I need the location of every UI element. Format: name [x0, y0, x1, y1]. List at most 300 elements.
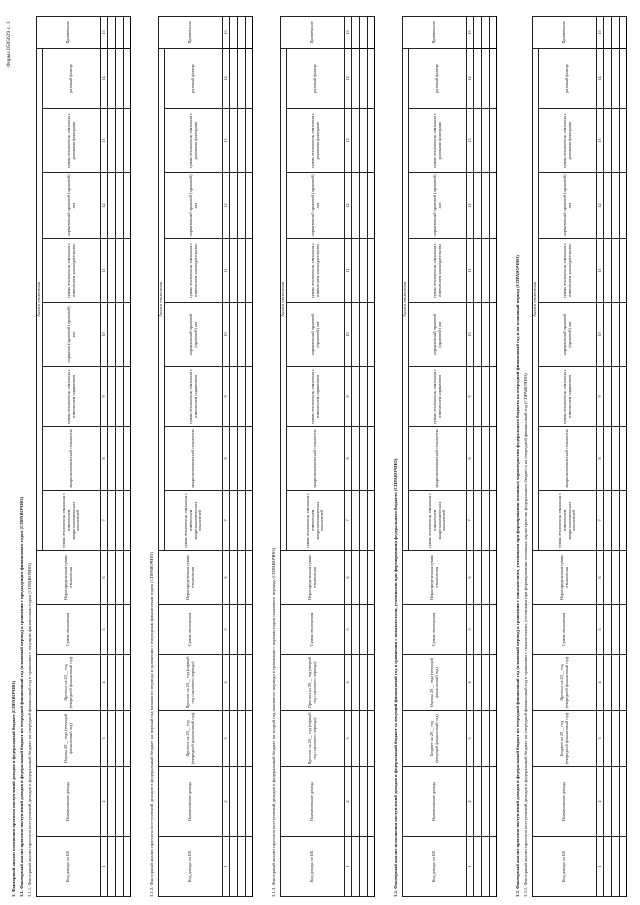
column-number: 7	[345, 491, 352, 551]
empty-cell[interactable]	[230, 551, 238, 605]
empty-cell[interactable]	[612, 605, 620, 655]
table-title: 3.2. Факторный анализ исполнения поступлений доходов в федеральный бюджет за текущий финансовый год в сравнении с показателями, учтенными при формировании федерального бюджета (СПРАВОЧНО)	[393, 458, 398, 897]
empty-cell[interactable]	[482, 605, 490, 655]
empty-cell[interactable]	[490, 239, 497, 303]
empty-cell[interactable]	[474, 491, 482, 551]
empty-cell[interactable]	[116, 303, 124, 367]
column-header: Нераспределенная сумма отклонения	[281, 551, 345, 605]
empty-cell[interactable]	[620, 837, 627, 897]
empty-cell[interactable]	[238, 173, 246, 239]
empty-cell[interactable]	[612, 551, 620, 605]
empty-cell[interactable]	[238, 48, 246, 108]
empty-cell[interactable]	[124, 16, 131, 48]
empty-cell[interactable]	[108, 109, 116, 173]
column-number: 12	[345, 173, 352, 239]
empty-cell[interactable]	[620, 109, 627, 173]
empty-cell[interactable]	[620, 655, 627, 711]
empty-cell[interactable]	[490, 173, 497, 239]
empty-cell[interactable]	[360, 655, 368, 711]
empty-cell[interactable]	[474, 551, 482, 605]
empty-cell[interactable]	[246, 48, 253, 108]
empty-cell[interactable]	[124, 551, 131, 605]
empty-cell[interactable]	[116, 551, 124, 605]
empty-cell[interactable]	[124, 711, 131, 767]
empty-cell[interactable]	[246, 767, 253, 837]
empty-cell[interactable]	[490, 367, 497, 427]
empty-cell[interactable]	[368, 711, 375, 767]
empty-cell[interactable]	[352, 767, 360, 837]
empty-cell[interactable]	[474, 767, 482, 837]
empty-cell[interactable]	[604, 427, 612, 491]
empty-cell[interactable]	[482, 239, 490, 303]
empty-cell[interactable]	[482, 109, 490, 173]
column-number: 8	[597, 427, 604, 491]
empty-cell[interactable]	[368, 48, 375, 108]
empty-cell[interactable]	[474, 655, 482, 711]
empty-cell[interactable]	[490, 551, 497, 605]
empty-cell[interactable]	[360, 711, 368, 767]
column-number: 7	[467, 491, 474, 551]
empty-cell[interactable]	[368, 767, 375, 837]
column-header: Сумма отклонения	[533, 605, 597, 655]
empty-cell[interactable]	[116, 16, 124, 48]
empty-cell[interactable]	[620, 239, 627, 303]
column-number: 2	[223, 767, 230, 837]
empty-cell[interactable]	[246, 239, 253, 303]
empty-cell[interactable]	[620, 711, 627, 767]
empty-cell[interactable]	[612, 173, 620, 239]
column-number: 13	[223, 109, 230, 173]
empty-cell[interactable]	[620, 367, 627, 427]
empty-cell[interactable]	[482, 48, 490, 108]
column-number: 6	[467, 551, 474, 605]
empty-cell[interactable]	[116, 48, 124, 108]
empty-cell[interactable]	[490, 711, 497, 767]
empty-cell[interactable]	[474, 16, 482, 48]
empty-cell[interactable]	[246, 837, 253, 897]
empty-cell[interactable]	[352, 427, 360, 491]
empty-cell[interactable]	[620, 303, 627, 367]
empty-cell[interactable]	[482, 173, 490, 239]
column-number: 9	[597, 367, 604, 427]
empty-cell[interactable]	[612, 427, 620, 491]
empty-cell[interactable]	[108, 48, 116, 108]
empty-cell[interactable]	[124, 767, 131, 837]
empty-cell[interactable]	[124, 605, 131, 655]
empty-cell[interactable]	[620, 551, 627, 605]
empty-cell[interactable]	[604, 837, 612, 897]
empty-cell[interactable]	[246, 427, 253, 491]
column-header: сумма отклонения, связанная с изменением макроэкономических показателей	[539, 491, 597, 551]
empty-cell[interactable]	[368, 655, 375, 711]
empty-cell[interactable]	[238, 239, 246, 303]
empty-cell[interactable]	[230, 303, 238, 367]
group-header: Анализ отклонения	[403, 48, 409, 550]
empty-cell[interactable]	[108, 837, 116, 897]
empty-cell[interactable]	[482, 427, 490, 491]
analysis-table	[158, 16, 253, 897]
empty-cell[interactable]	[238, 491, 246, 551]
empty-cell[interactable]	[612, 367, 620, 427]
column-header: Наименование дохода	[403, 767, 467, 837]
empty-cell[interactable]	[246, 173, 253, 239]
column-header: Оценка 20__ года (текущий финансовый год)	[403, 655, 467, 711]
empty-cell[interactable]	[108, 605, 116, 655]
empty-cell[interactable]	[238, 109, 246, 173]
empty-cell[interactable]	[474, 605, 482, 655]
empty-cell[interactable]	[604, 16, 612, 48]
empty-cell[interactable]	[108, 173, 116, 239]
empty-cell[interactable]	[246, 711, 253, 767]
column-number: 12	[467, 173, 474, 239]
empty-cell[interactable]	[116, 367, 124, 427]
column-header: Прогноз на 20__ год (первый год планового периода)	[159, 655, 223, 711]
empty-cell[interactable]	[238, 655, 246, 711]
column-header: Наименование дохода	[281, 767, 345, 837]
analysis-table	[532, 16, 627, 897]
empty-cell[interactable]	[352, 655, 360, 711]
column-header: Нераспределенная сумма отклонения	[403, 551, 467, 605]
empty-cell[interactable]	[116, 239, 124, 303]
empty-cell[interactable]	[490, 303, 497, 367]
empty-cell[interactable]	[620, 767, 627, 837]
empty-cell[interactable]	[612, 109, 620, 173]
empty-cell[interactable]	[108, 16, 116, 48]
empty-cell[interactable]	[230, 605, 238, 655]
column-header: сумма отклонения, связанная с изменением нормативов	[43, 367, 101, 427]
empty-cell[interactable]	[124, 239, 131, 303]
column-number: 13	[597, 109, 604, 173]
empty-cell[interactable]	[246, 551, 253, 605]
empty-cell[interactable]	[360, 491, 368, 551]
column-number: 10	[467, 303, 474, 367]
empty-cell[interactable]	[116, 491, 124, 551]
empty-cell[interactable]	[352, 173, 360, 239]
empty-cell[interactable]	[604, 367, 612, 427]
empty-cell[interactable]	[490, 109, 497, 173]
empty-cell[interactable]	[612, 655, 620, 711]
empty-cell[interactable]	[474, 239, 482, 303]
column-header: сумма отклонения, связанная с разовыми факторами	[165, 109, 223, 173]
column-header: Наименование дохода	[37, 767, 101, 837]
empty-cell[interactable]	[108, 367, 116, 427]
empty-cell[interactable]	[108, 767, 116, 837]
empty-cell[interactable]	[482, 16, 490, 48]
empty-cell[interactable]	[360, 837, 368, 897]
empty-cell[interactable]	[368, 303, 375, 367]
column-header: сумма отклонения, связанная с изменением законодательства	[165, 239, 223, 303]
column-number: 4	[101, 655, 108, 711]
empty-cell[interactable]	[604, 173, 612, 239]
empty-cell[interactable]	[238, 367, 246, 427]
column-number: 10	[223, 303, 230, 367]
empty-cell[interactable]	[116, 767, 124, 837]
empty-cell[interactable]	[230, 109, 238, 173]
empty-cell[interactable]	[620, 48, 627, 108]
empty-cell[interactable]	[474, 109, 482, 173]
empty-cell[interactable]	[124, 303, 131, 367]
empty-cell[interactable]	[352, 303, 360, 367]
column-header: сумма отклонения, связанная с изменением макроэкономических показателей	[409, 491, 467, 551]
column-number: 8	[223, 427, 230, 491]
empty-cell[interactable]	[604, 655, 612, 711]
empty-cell[interactable]	[482, 711, 490, 767]
empty-cell[interactable]	[246, 109, 253, 173]
column-number: 4	[345, 655, 352, 711]
empty-cell[interactable]	[108, 711, 116, 767]
empty-cell[interactable]	[116, 427, 124, 491]
empty-cell[interactable]	[474, 173, 482, 239]
empty-cell[interactable]	[116, 711, 124, 767]
empty-cell[interactable]	[612, 491, 620, 551]
group-header: Анализ отклонения	[533, 48, 539, 550]
empty-cell[interactable]	[116, 173, 124, 239]
empty-cell[interactable]	[612, 16, 620, 48]
column-number: 14	[597, 48, 604, 108]
empty-cell[interactable]	[620, 605, 627, 655]
empty-cell[interactable]	[612, 239, 620, 303]
column-header: сумма отклонения, связанная с разовыми факторами	[287, 109, 345, 173]
empty-cell[interactable]	[482, 551, 490, 605]
column-header: сумма отклонения, связанная с изменением макроэкономических показателей	[287, 491, 345, 551]
empty-cell[interactable]	[230, 367, 238, 427]
empty-cell[interactable]	[604, 767, 612, 837]
empty-cell[interactable]	[360, 239, 368, 303]
empty-cell[interactable]	[116, 837, 124, 897]
column-header: нормативный правовой (правовой) акт	[409, 303, 467, 367]
empty-cell[interactable]	[604, 48, 612, 108]
empty-cell[interactable]	[474, 837, 482, 897]
empty-cell[interactable]	[108, 655, 116, 711]
empty-cell[interactable]	[360, 48, 368, 108]
empty-cell[interactable]	[360, 109, 368, 173]
column-number: 9	[223, 367, 230, 427]
column-header: разовый фактор	[43, 48, 101, 108]
empty-cell[interactable]	[612, 837, 620, 897]
empty-cell[interactable]	[482, 655, 490, 711]
empty-cell[interactable]	[238, 711, 246, 767]
empty-cell[interactable]	[352, 109, 360, 173]
empty-cell[interactable]	[116, 605, 124, 655]
empty-cell[interactable]	[246, 16, 253, 48]
empty-cell[interactable]	[474, 48, 482, 108]
empty-cell[interactable]	[124, 837, 131, 897]
empty-cell[interactable]	[368, 491, 375, 551]
empty-cell[interactable]	[612, 767, 620, 837]
empty-cell[interactable]	[238, 605, 246, 655]
empty-cell[interactable]	[360, 427, 368, 491]
table-title: 3.3. Факторный анализ прогноза поступлений доходов в федеральный бюджет на очередной финансовый год (плановый период) в сравнении с показателями, учтенными при формировании основных характеристик федерального бюджета на очередной финансовый год и на плановый период (СПРАВОЧНО)	[515, 255, 520, 897]
column-header: нормативный правовой (правовой) акт	[165, 303, 223, 367]
empty-cell[interactable]	[352, 837, 360, 897]
empty-cell[interactable]	[230, 711, 238, 767]
column-number: 11	[597, 239, 604, 303]
column-number: 11	[223, 239, 230, 303]
empty-cell[interactable]	[490, 767, 497, 837]
empty-cell[interactable]	[490, 655, 497, 711]
empty-cell[interactable]	[238, 551, 246, 605]
column-header: макроэкономический показатель	[43, 427, 101, 491]
empty-cell[interactable]	[230, 655, 238, 711]
column-header: Прогноз на 20__ год (очередной финансовый год)	[533, 655, 597, 711]
column-number: 9	[101, 367, 108, 427]
empty-cell[interactable]	[482, 837, 490, 897]
form-code: Форма 0505629 с. 3	[6, 21, 12, 67]
empty-cell[interactable]	[368, 16, 375, 48]
empty-cell[interactable]	[490, 837, 497, 897]
empty-cell[interactable]	[352, 367, 360, 427]
empty-cell[interactable]	[490, 605, 497, 655]
empty-cell[interactable]	[124, 655, 131, 711]
empty-cell[interactable]	[352, 605, 360, 655]
empty-cell[interactable]	[474, 367, 482, 427]
column-header: нормативный правовой (правовой) акт	[165, 173, 223, 239]
empty-cell[interactable]	[246, 303, 253, 367]
empty-cell[interactable]	[612, 48, 620, 108]
empty-cell[interactable]	[368, 367, 375, 427]
empty-cell[interactable]	[360, 551, 368, 605]
empty-cell[interactable]	[368, 605, 375, 655]
empty-cell[interactable]	[368, 173, 375, 239]
empty-cell[interactable]	[360, 605, 368, 655]
empty-cell[interactable]	[620, 16, 627, 48]
empty-cell[interactable]	[230, 491, 238, 551]
empty-cell[interactable]	[352, 239, 360, 303]
empty-cell[interactable]	[620, 491, 627, 551]
empty-cell[interactable]	[360, 16, 368, 48]
empty-cell[interactable]	[612, 303, 620, 367]
empty-cell[interactable]	[360, 173, 368, 239]
empty-cell[interactable]	[230, 767, 238, 837]
empty-cell[interactable]	[368, 427, 375, 491]
empty-cell[interactable]	[474, 303, 482, 367]
column-header: макроэкономический показатель	[539, 427, 597, 491]
group-header: Анализ отклонения	[281, 48, 287, 550]
empty-cell[interactable]	[124, 491, 131, 551]
empty-cell[interactable]	[116, 655, 124, 711]
column-number: 4	[467, 655, 474, 711]
empty-cell[interactable]	[482, 491, 490, 551]
empty-cell[interactable]	[368, 837, 375, 897]
empty-cell[interactable]	[360, 367, 368, 427]
analysis-table	[280, 16, 375, 897]
column-header: сумма отклонения, связанная с изменением нормативов	[539, 367, 597, 427]
empty-cell[interactable]	[238, 16, 246, 48]
empty-cell[interactable]	[246, 605, 253, 655]
empty-cell[interactable]	[230, 173, 238, 239]
empty-cell[interactable]	[474, 427, 482, 491]
empty-cell[interactable]	[368, 109, 375, 173]
empty-cell[interactable]	[604, 711, 612, 767]
column-number: 1	[467, 837, 474, 897]
empty-cell[interactable]	[246, 491, 253, 551]
empty-cell[interactable]	[116, 109, 124, 173]
column-header: макроэкономический показатель	[287, 427, 345, 491]
column-header: Примечание	[403, 16, 467, 48]
column-header: Код дохода по БК	[159, 837, 223, 897]
empty-cell[interactable]	[352, 16, 360, 48]
empty-cell[interactable]	[604, 239, 612, 303]
empty-cell[interactable]	[230, 16, 238, 48]
empty-cell[interactable]	[108, 239, 116, 303]
empty-cell[interactable]	[474, 711, 482, 767]
empty-cell[interactable]	[124, 427, 131, 491]
empty-cell[interactable]	[124, 173, 131, 239]
empty-cell[interactable]	[482, 303, 490, 367]
empty-cell[interactable]	[368, 551, 375, 605]
column-number: 5	[223, 605, 230, 655]
column-header: сумма отклонения, связанная с изменением нормативов	[287, 367, 345, 427]
column-header: разовый фактор	[287, 48, 345, 108]
column-number: 15	[101, 16, 108, 48]
empty-cell[interactable]	[230, 837, 238, 897]
empty-cell[interactable]	[124, 48, 131, 108]
empty-cell[interactable]	[604, 551, 612, 605]
empty-cell[interactable]	[230, 239, 238, 303]
empty-cell[interactable]	[368, 239, 375, 303]
column-header: сумма отклонения, связанная с изменением законодательства	[43, 239, 101, 303]
column-header: Сумма отклонения	[281, 605, 345, 655]
column-header: разовый фактор	[409, 48, 467, 108]
column-header: Код дохода по БК	[403, 837, 467, 897]
empty-cell[interactable]	[360, 767, 368, 837]
empty-cell[interactable]	[246, 367, 253, 427]
empty-cell[interactable]	[108, 303, 116, 367]
empty-cell[interactable]	[482, 367, 490, 427]
column-number: 14	[101, 48, 108, 108]
empty-cell[interactable]	[246, 655, 253, 711]
column-header: нормативный правовой (правовой) акт	[539, 303, 597, 367]
empty-cell[interactable]	[124, 367, 131, 427]
empty-cell[interactable]	[352, 48, 360, 108]
empty-cell[interactable]	[620, 427, 627, 491]
empty-cell[interactable]	[604, 491, 612, 551]
column-number: 3	[467, 711, 474, 767]
empty-cell[interactable]	[124, 109, 131, 173]
empty-cell[interactable]	[604, 605, 612, 655]
empty-cell[interactable]	[604, 303, 612, 367]
empty-cell[interactable]	[238, 427, 246, 491]
empty-cell[interactable]	[352, 551, 360, 605]
empty-cell[interactable]	[108, 491, 116, 551]
column-header: сумма отклонения, связанная с изменением законодательства	[409, 239, 467, 303]
empty-cell[interactable]	[360, 303, 368, 367]
empty-cell[interactable]	[108, 427, 116, 491]
column-header: Бюджет на 20__ год (текущий финансовый год)	[403, 711, 467, 767]
empty-cell[interactable]	[352, 491, 360, 551]
empty-cell[interactable]	[108, 551, 116, 605]
column-number: 1	[345, 837, 352, 897]
column-header: Нераспределенная сумма отклонения	[533, 551, 597, 605]
empty-cell[interactable]	[490, 427, 497, 491]
empty-cell[interactable]	[612, 711, 620, 767]
empty-cell[interactable]	[604, 109, 612, 173]
empty-cell[interactable]	[490, 491, 497, 551]
empty-cell[interactable]	[490, 16, 497, 48]
empty-cell[interactable]	[230, 48, 238, 108]
empty-cell[interactable]	[352, 711, 360, 767]
empty-cell[interactable]	[230, 427, 238, 491]
column-header: нормативный правовой (правовой) акт	[43, 173, 101, 239]
empty-cell[interactable]	[238, 303, 246, 367]
empty-cell[interactable]	[620, 173, 627, 239]
empty-cell[interactable]	[238, 767, 246, 837]
empty-cell[interactable]	[238, 837, 246, 897]
section-heading-3-1: 3.1. Факторный анализ прогноза поступлений доходов в федеральный бюджет на очередной финансовый год (плановый период) в сравнении с предыдущим финансовым годом (СПРАВОЧНО)	[19, 496, 24, 897]
empty-cell[interactable]	[482, 767, 490, 837]
empty-cell[interactable]	[490, 48, 497, 108]
section-heading-3: 3. Факторный анализ изменения прогноза поступлений доходов в федеральный бюджет (СПРАВОЧНО)	[11, 680, 16, 897]
